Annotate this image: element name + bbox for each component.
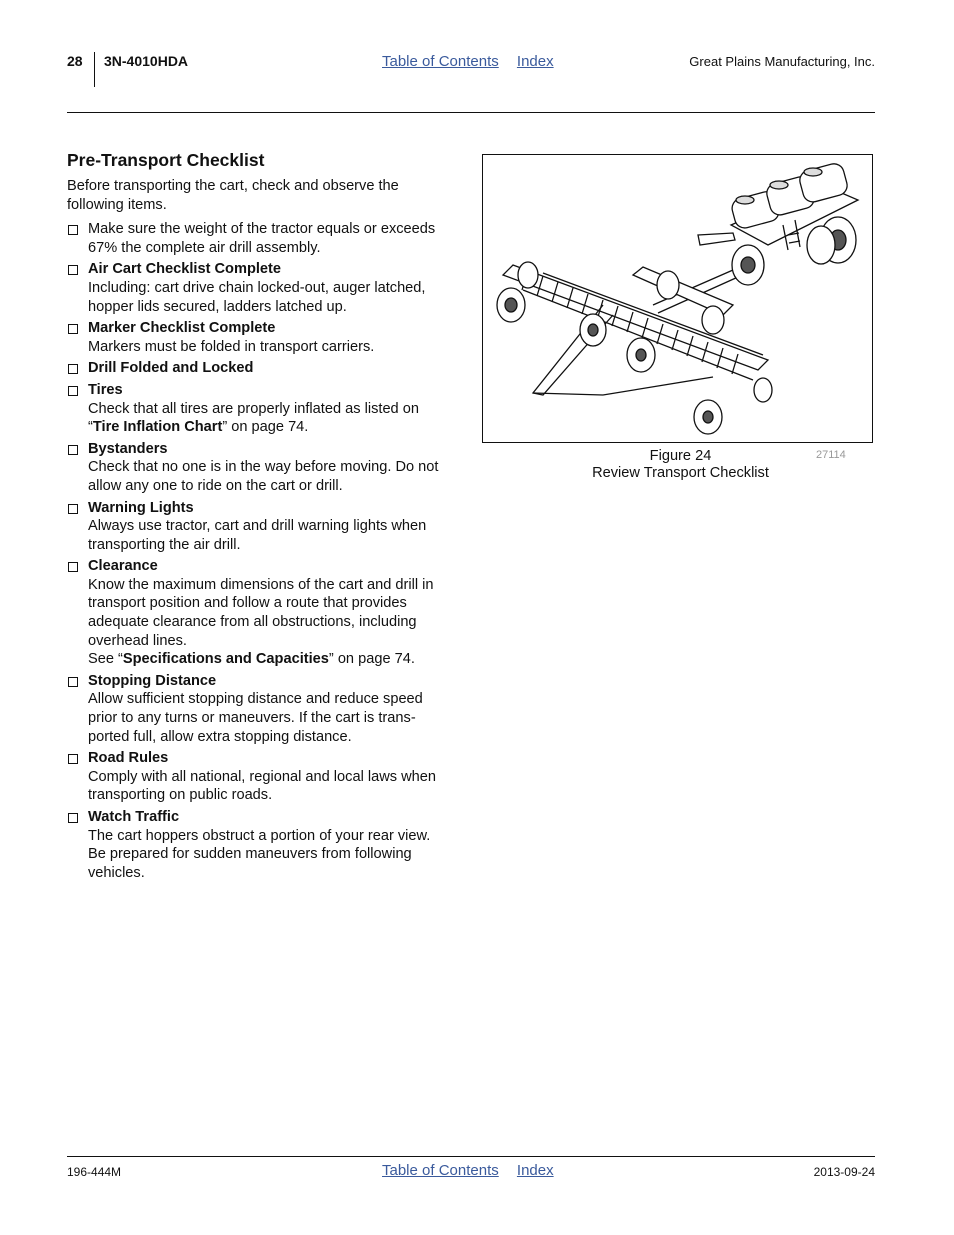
figure-caption: Review Transport Checklist — [592, 465, 769, 481]
checkbox-icon — [68, 562, 78, 572]
footer-index-link[interactable]: Index — [516, 1162, 554, 1179]
document-id: 3N-4010HDA — [104, 53, 189, 69]
section-intro: Before transporting the cart, check and observe the following items. — [67, 178, 399, 213]
item-body: Always use tractor, cart and drill warning lights when transporting the air drill. — [88, 518, 427, 553]
checkbox-icon — [68, 386, 78, 396]
tire-inflation-chart-reference[interactable]: Tire Inflation Chart — [92, 419, 223, 436]
item-title: Clearance — [88, 558, 158, 575]
checkbox-icon — [68, 364, 78, 374]
item-body: Know the maximum dimensions of the cart and drill in transport position and follow a route that provides adequate clearance from all obstructions, including overhead lines. — [88, 576, 434, 649]
checkbox-icon — [68, 324, 78, 334]
item-title: Watch Traffic — [88, 809, 180, 825]
footer-date: 2013-09-24 — [813, 1165, 875, 1179]
header-divider — [94, 52, 95, 87]
checklist-item-air-cart — [67, 260, 452, 316]
checklist-item-drill-folded — [67, 359, 452, 378]
footer-nav — [382, 1162, 568, 1179]
checklist-item-watch-traffic — [67, 808, 452, 882]
index-link[interactable]: Index — [516, 53, 554, 70]
checklist — [67, 220, 452, 882]
figure-number: Figure 24 — [649, 448, 712, 464]
item-title: Marker Checklist Complete — [88, 320, 276, 337]
item-body: Check that no one is in the way before moving. Do not allow any one to ride on the cart or drill. — [88, 459, 439, 494]
item-title: Road Rules — [88, 750, 169, 767]
footer-doc-code: 196-444M — [67, 1165, 122, 1179]
item-body: Including: cart drive chain locked-out, auger latched, hopper lids secured, ladders latched up. — [88, 279, 426, 315]
figure-frame — [482, 154, 873, 443]
figure-image-id: 27114 — [816, 449, 846, 461]
item-body-post: ” on page 74. — [328, 651, 415, 668]
page-number: 28 — [67, 53, 83, 69]
specifications-reference[interactable]: Specifications and Capacities — [122, 651, 329, 668]
checklist-item-clearance — [67, 557, 452, 669]
air-drill-illustration — [483, 155, 872, 442]
checkbox-icon — [68, 225, 78, 235]
item-title: Air Cart Checklist Complete — [88, 261, 282, 278]
header-rule — [67, 112, 875, 113]
checklist-item-stopping-distance — [67, 672, 452, 746]
item-title: Tires — [88, 381, 123, 398]
checkbox-icon — [68, 813, 78, 823]
checkbox-icon — [68, 445, 78, 455]
item-body: Make sure the weight of the tractor equals or exceeds 67% the complete air drill assembly. — [88, 221, 436, 256]
header-nav — [382, 53, 568, 70]
checklist-item-marker — [67, 319, 452, 356]
checkbox-icon — [68, 754, 78, 764]
checklist-item-bystanders — [67, 440, 452, 496]
table-of-contents-link[interactable]: Table of Contents — [382, 53, 499, 70]
footer-table-of-contents-link[interactable]: Table of Contents — [382, 1162, 499, 1179]
item-body-post: ” on page 74. — [222, 419, 309, 436]
checklist-section — [67, 149, 452, 885]
footer-rule — [67, 1156, 875, 1157]
item-title: Drill Folded and Locked — [88, 360, 254, 377]
item-body-pre: Check that all tires are properly inflated as listed on “ — [88, 400, 419, 436]
checkbox-icon — [68, 265, 78, 275]
item-body: Markers must be folded in transport carriers. — [88, 338, 375, 355]
section-title: Pre-Transport Checklist — [67, 150, 265, 170]
item-body: Allow sufficient stopping distance and reduce speed prior to any turns or maneuvers. If the cart is trans-ported full, allow extra stopping distance. — [88, 691, 423, 745]
checkbox-icon — [68, 504, 78, 514]
drill-toolbar — [503, 265, 768, 395]
item-body: Comply with all national, regional and local laws when transporting on public roads. — [88, 768, 437, 804]
checklist-item-tractor-weight — [67, 220, 452, 257]
item-title: Warning Lights — [88, 499, 194, 516]
item-body-pre: See “ — [88, 651, 123, 668]
checklist-item-tires — [67, 381, 452, 437]
checkbox-icon — [68, 677, 78, 687]
item-body: The cart hoppers obstruct a portion of your rear view. Be prepared for sudden maneuvers from following vehicles. — [88, 827, 431, 881]
checklist-item-warning-lights — [67, 499, 452, 555]
company-name: Great Plains Manufacturing, Inc. — [689, 54, 875, 69]
item-title: Bystanders — [88, 440, 168, 457]
item-title: Stopping Distance — [88, 672, 217, 689]
checklist-item-road-rules — [67, 749, 452, 805]
